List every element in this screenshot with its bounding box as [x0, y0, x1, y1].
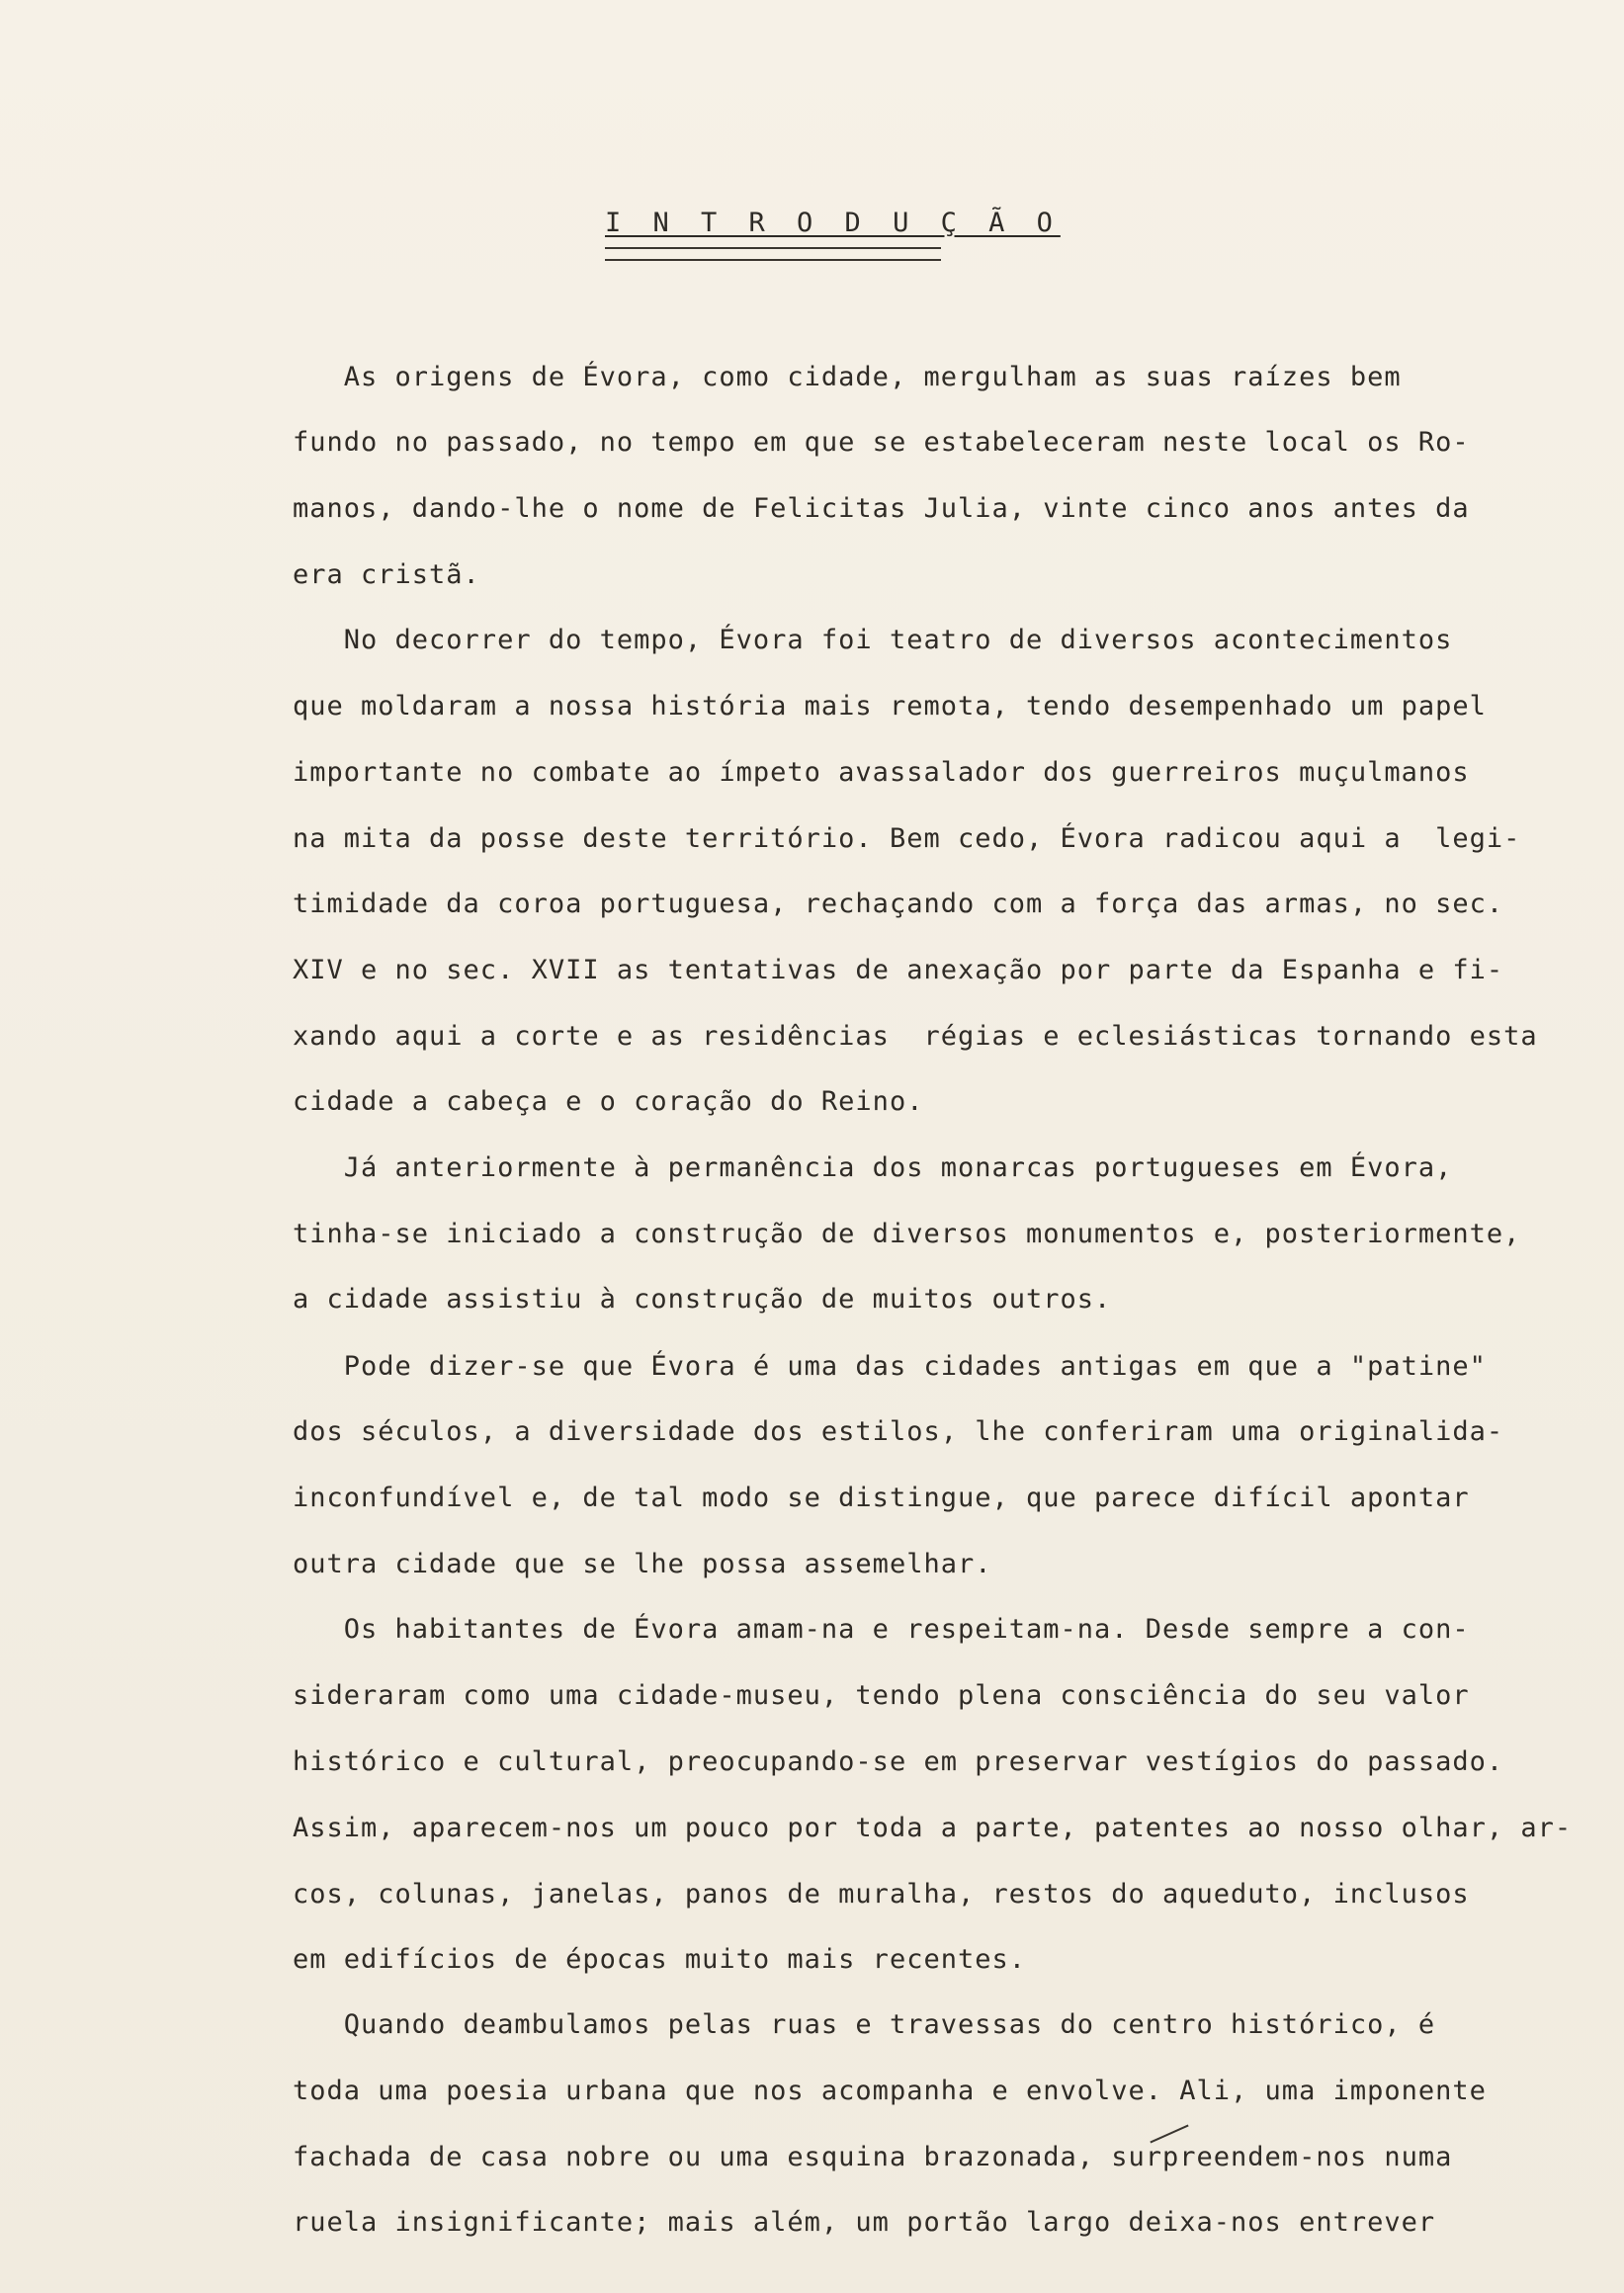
text-line: Já anteriormente à permanência dos monarcas portugueses em Évora, [293, 1152, 1453, 1183]
text-line: sideraram como uma cidade-museu, tendo plena consciência do seu valor [293, 1680, 1470, 1711]
text-line: Pode dizer-se que Évora é uma das cidades antigas em que a "patine" [293, 1351, 1487, 1382]
text-line: toda uma poesia urbana que nos acompanha e envolve. Ali, uma imponente [293, 2076, 1487, 2106]
text-line: que moldaram a nossa história mais remota, tendo desempenhado um papel [293, 691, 1487, 722]
text-line: Os habitantes de Évora amam-na e respeitam-na. Desde sempre a con- [293, 1614, 1470, 1645]
text-line: Assim, aparecem-nos um pouco por toda a parte, patentes ao nosso olhar, ar- [293, 1813, 1573, 1843]
text-line: era cristã. [293, 559, 480, 590]
text-line: inconfundível e, de tal modo se distingue, que parece difícil apontar [293, 1483, 1470, 1513]
text-line: na mita da posse deste território. Bem cedo, Évora radicou aqui a legi- [293, 823, 1521, 854]
text-line: ruela insignificante; mais além, um portão largo deixa-nos entrever [293, 2207, 1436, 2238]
text-line: histórico e cultural, preocupando-se em preservar vestígios do passado. [293, 1746, 1504, 1777]
text-line: xando aqui a corte e as residências régias e eclesiásticas tornando esta [293, 1021, 1538, 1052]
text-line: No decorrer do tempo, Évora foi teatro de diversos acontecimentos [293, 625, 1453, 655]
title-double-rule [605, 247, 941, 261]
text-line: a cidade assistiu à construção de muitos outros. [293, 1284, 1112, 1315]
text-line: Quando deambulamos pelas ruas e travessas do centro histórico, é [293, 2009, 1436, 2040]
text-line: fundo no passado, no tempo em que se estabeleceram neste local os Ro- [293, 427, 1470, 458]
text-line: outra cidade que se lhe possa assemelhar. [293, 1549, 992, 1579]
text-line: XIV e no sec. XVII as tentativas de anexação por parte da Espanha e fi- [293, 955, 1504, 985]
text-line: dos séculos, a diversidade dos estilos, lhe conferiram uma originalida- [293, 1416, 1504, 1447]
text-line: manos, dando-lhe o nome de Felicitas Julia, vinte cinco anos antes da [293, 493, 1470, 524]
text-line: fachada de casa nobre ou uma esquina brazonada, surpreendem-nos numa [293, 2142, 1453, 2172]
text-line: cos, colunas, janelas, panos de muralha, restos do aqueduto, inclusos [293, 1879, 1470, 1910]
text-line: em edifícios de épocas muito mais recentes. [293, 1944, 1026, 1975]
pen-stroke [1150, 2125, 1188, 2144]
text-line: importante no combate ao ímpeto avassalador dos guerreiros muçulmanos [293, 757, 1470, 788]
text-line: cidade a cabeça e o coração do Reino. [293, 1086, 924, 1117]
text-line: tinha-se iniciado a construção de diversos monumentos e, posteriormente, [293, 1219, 1521, 1249]
text-line: timidade da coroa portuguesa, rechaçando com a força das armas, no sec. [293, 889, 1504, 919]
text-line: As origens de Évora, como cidade, mergulham as suas raízes bem [293, 362, 1402, 392]
page-title: I N T R O D U Ç Ã O [605, 208, 1061, 238]
